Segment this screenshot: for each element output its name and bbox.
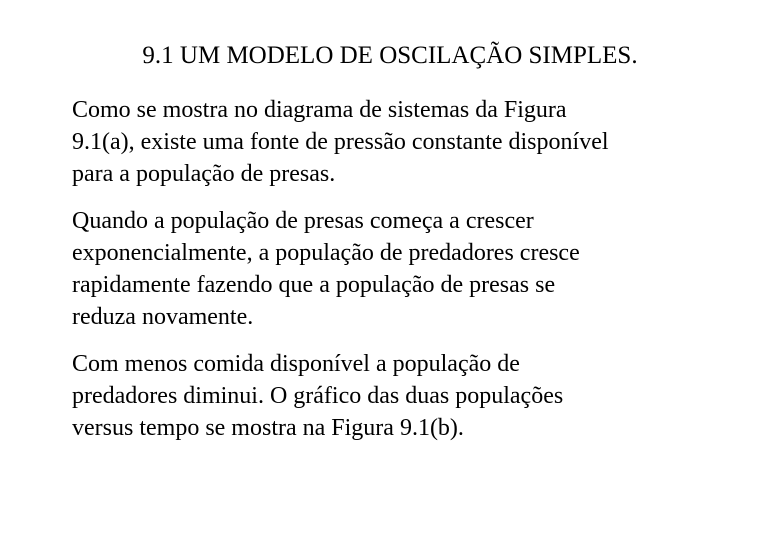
paragraph-line: Quando a população de presas começa a crescer [72,208,534,234]
paragraph-line: reduza novamente. [72,304,254,330]
paragraph-line: para a população de presas. [72,161,336,187]
paragraph-line: versus tempo se mostra na Figura 9.1(b). [72,415,464,441]
paragraph-line: Com menos comida disponível a população de [72,351,520,377]
paragraph-line: rapidamente fazendo que a população de presas se [72,272,556,298]
paragraph-2 [72,205,752,333]
slide-title: 9.1 UM MODELO DE OSCILAÇÃO SIMPLES. [142,42,638,69]
paragraph-line: Como se mostra no diagrama de sistemas da Figura [72,97,567,123]
paragraph-1 [72,94,752,190]
paragraph-line: exponencialmente, a população de predadores cresce [72,240,580,266]
paragraph-line: 9.1(a), existe uma fonte de pressão constante disponível [72,129,609,155]
paragraph-line: predadores diminui. O gráfico das duas populações [72,383,564,409]
paragraph-3 [72,348,752,444]
slide-body [72,94,752,459]
